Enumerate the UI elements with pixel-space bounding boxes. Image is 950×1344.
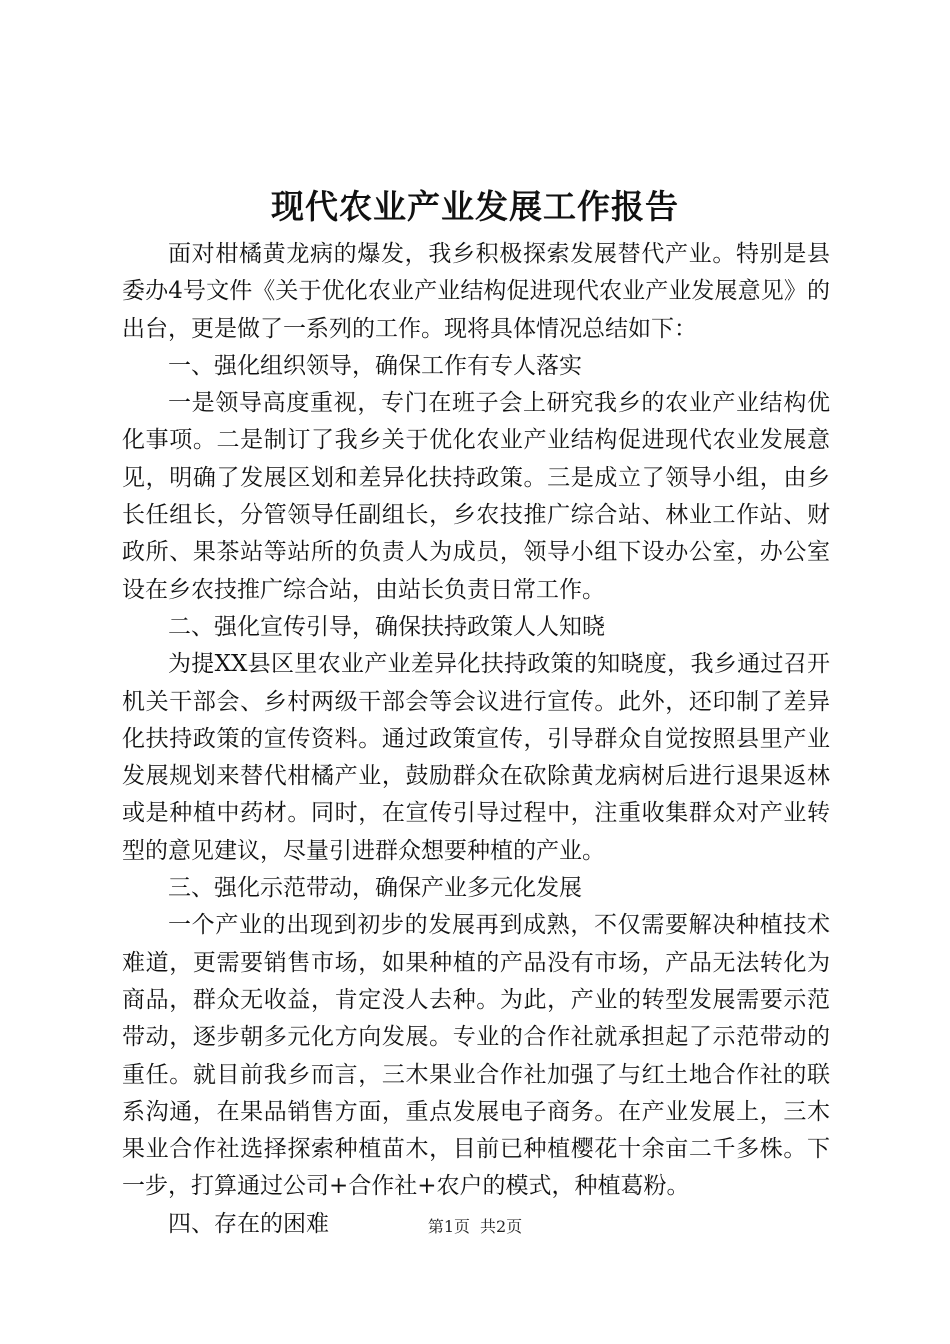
section-heading-2: 二、强化宣传引导，确保扶持政策人人知晓 xyxy=(168,613,605,640)
paragraph-section-2: 为提XX县区里农业产业差异化扶持政策的知晓度，我乡通过召开机关干部会、乡村两级干部会等会议进行宣传。此外，还印制了差异化扶持政策的宣传资料。通过政策宣传，引导群众自觉按照县里产业发展规划来替代柑橘产业，鼓励群众在砍除黄龙病树后进行退果返林或是种植中药材。同时，在宣传引导过程中，注重收集群众对产业转型的意见建议，尽量引进群众想要种植的产业。 xyxy=(122,651,830,864)
paragraph-section-1: 一是领导高度重视，专门在班子会上研究我乡的农业产业结构优化事项。二是制订了我乡关于优化农业产业结构促进现代农业发展意见，明确了发展区划和差异化扶持政策。三是成立了领导小组，由乡长任组长，分管领导任副组长，乡农技推广综合站、林业工作站、财政所、果茶站等站所的负责人为成员，领导小组下设办公室，办公室设在乡农技推广综合站，由站长负责日常工作。 xyxy=(122,390,830,603)
document-title: 现代农业产业发展工作报告 xyxy=(271,187,679,226)
paragraph-intro: 面对柑橘黄龙病的爆发，我乡积极探索发展替代产业。特别是县委办4号文件《关于优化农业产业结构促进现代农业产业发展意见》的出台，更是做了一系列的工作。现将具体情况总结如下： xyxy=(122,241,830,342)
page-total: 共2页 xyxy=(480,1217,523,1236)
paragraph-section-3: 一个产业的出现到初步的发展再到成熟，不仅需要解决种植技术难道，更需要销售市场，如果种植的产品没有市场，产品无法转化为商品，群众无收益，肯定没人去种。为此，产业的转型发展需要示范带动，逐步朝多元化方向发展。专业的合作社就承担起了示范带动的重任。就目前我乡而言，三木果业合作社加强了与红土地合作社的联系沟通，在果品销售方面，重点发展电子商务。在产业发展上，三木果业合作社选择探索种植苗木，目前已种植樱花十余亩二千多株。下一步，打算通过公司+合作社+农户的模式，种植葛粉。 xyxy=(122,912,830,1200)
page-number: 第1页 xyxy=(427,1217,470,1236)
section-heading-4: 四、存在的困难 xyxy=(168,1210,329,1237)
section-heading-3: 三、强化示范带动，确保产业多元化发展 xyxy=(168,875,582,902)
document-body xyxy=(122,236,830,1243)
section-heading-1: 一、强化组织领导，确保工作有专人落实 xyxy=(168,352,582,379)
page-footer xyxy=(0,1216,950,1238)
